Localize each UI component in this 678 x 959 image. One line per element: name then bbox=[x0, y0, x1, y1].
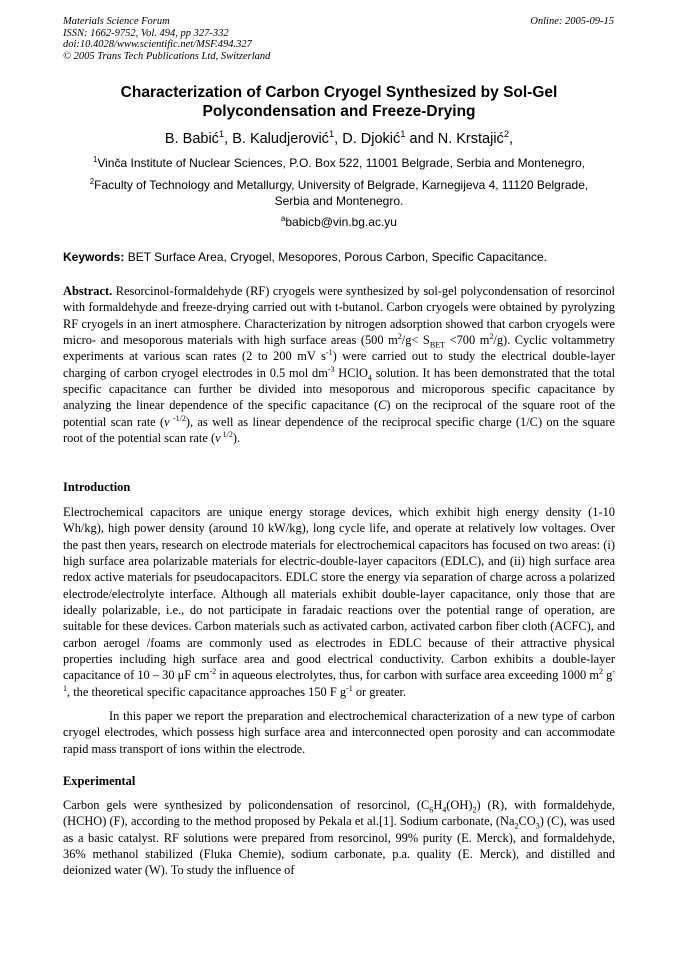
intro-text: Electrochemical capacitors are unique energy storage devices, which exhibit high energy density (1-10 Wh/kg), high power density (around 10 kW/kg), long cycle life, and operate at relatively low voltages. Over the past then years, research on electrode materials for electrochemical capacitors has focused on two areas: (i) high surface area polarizable materials for electric-double-layer capacitors (EDLC), and (ii) high surface area redox active materials for pseudocapacitors. EDLC store the energy via separation of charge across a polarized electrode/electrolyte interface. Although all materials exhibit double-layer capacitance, only those that are ideally polarizable, i.e., do not participate in faradaic reactions over the potential range of operation, are suitable for these devices. Carbon materials such as activated carbon, activated carbon fiber cloth (ACFC), and carbon aerogel /foams are commonly used as electrodes in EDLC because of their attractive physical properties including high surface area and good electrical conductivity. Carbon exhibits a double-layer capacitance of 10 – 30 μF cm bbox=[63, 505, 615, 683]
doi-line[interactable]: doi:10.4028/www.scientific.net/MSF.494.327 bbox=[63, 39, 252, 51]
exp-sub: 6 bbox=[429, 805, 434, 815]
title-line-2: Polycondensation and Freeze-Drying bbox=[202, 103, 476, 120]
affiliation-2 bbox=[63, 177, 615, 209]
abstract-text: ) were carried out to study the electrical double-layer charging of carbon cryogel electrodes in 0.5 mol dm bbox=[63, 349, 615, 380]
exp-sub: 3 bbox=[535, 821, 540, 831]
abstract-text: /g). Cyclic voltammetry experiments at various scan rates (2 to 200 mV s bbox=[63, 333, 615, 364]
affiliation-2-line-1: Faculty of Technology and Metallurgy, University of Belgrade, Karnegijeva 4, 11120 Belgrade, bbox=[94, 178, 589, 192]
keywords-label: Keywords: bbox=[63, 250, 125, 264]
author-babic: B. Babić bbox=[164, 131, 219, 147]
online-date: Online: 2005-09-15 bbox=[530, 16, 614, 27]
abstract-text: HClO bbox=[334, 365, 368, 380]
title-line-1: Characterization of Carbon Cryogel Synthesized by Sol-Gel bbox=[120, 84, 558, 101]
exp-text: ) (R), with formaldehyde, (HCHO) (F), according to the method proposed by Pekala et al.[1]. Sodium carbonate, (Na bbox=[63, 798, 615, 829]
email-address[interactable]: babicb@vin.bg.ac.yu bbox=[285, 215, 397, 229]
author-krstajic: and N. Krstajić bbox=[405, 131, 504, 147]
intro-text: or greater. bbox=[352, 684, 407, 699]
intro-sup: 2 bbox=[598, 667, 604, 677]
exp-text: Carbon gels were synthesized by policondensation of resorcinol, (C bbox=[63, 798, 430, 812]
email-marker: a bbox=[281, 214, 286, 223]
exp-text: (OH) bbox=[446, 798, 473, 812]
abstract-sup: -1 bbox=[325, 348, 333, 358]
abstract-sup: -1/2 bbox=[169, 413, 186, 423]
affiliation-2-line-2: Serbia and Montenegro. bbox=[274, 194, 404, 208]
intro-text: g bbox=[603, 668, 613, 683]
exp-text: CO bbox=[518, 814, 536, 829]
intro-sup: -1 bbox=[63, 667, 616, 693]
abstract-symbol-c: C bbox=[378, 398, 387, 413]
abstract-text: solution. It has been demonstrated that the total specific capacitance can further be divided into mesoporous and microporous specific capacitance by analyzing the linear dependence of the specific capacitance ( bbox=[63, 365, 616, 413]
affiliation-2-marker: 2 bbox=[89, 177, 95, 186]
corresponding-email bbox=[63, 214, 615, 230]
journal-name: Materials Science Forum bbox=[63, 16, 170, 27]
author-affil-ref: 1 bbox=[328, 128, 335, 140]
intro-sup: -2 bbox=[209, 667, 217, 677]
abstract-label: Abstract. bbox=[63, 284, 113, 298]
introduction-paragraph-2: In this paper we report the preparation and electrochemical characterization of a new type of carbon cryogel electrodes, which possess high surface area and interconnected open porosity and can accommodate rapid mass transport of ions within the electrode. bbox=[63, 709, 615, 756]
intro-text: , the theoretical specific capacitance approaches 150 F g bbox=[67, 684, 347, 699]
abstract-text: <700 m bbox=[445, 333, 490, 348]
introduction-paragraph-1 bbox=[63, 504, 615, 700]
abstract-sub: BET bbox=[429, 340, 446, 350]
exp-text: ) (C), was used as a basic catalyst. RF solutions were prepared from resorcinol, 99% purity (E. Merck), and formaldehyde, 36% methanol stabilized (Fluka Chemie), sodium carbonate, p.a. quality (E. Merck), and distilled and deionized water (W). To study the influence of bbox=[63, 814, 616, 878]
keywords-text: BET Surface Area, Cryogel, Mesopores, Porous Carbon, Specific Capacitance. bbox=[124, 250, 548, 264]
abstract-sup: -3 bbox=[327, 364, 335, 374]
journal-header bbox=[63, 16, 270, 62]
affiliation-1 bbox=[63, 155, 615, 171]
affiliation-1-text: Vinča Institute of Nuclear Sciences, P.O. Box 522, 11001 Belgrade, Serbia and Montenegro, bbox=[97, 156, 585, 170]
author-list-end: , bbox=[509, 131, 514, 147]
abstract-text: ). bbox=[232, 431, 241, 446]
exp-text: H bbox=[433, 798, 443, 812]
abstract-symbol-nu: ν bbox=[215, 431, 221, 446]
abstract-symbol-nu: ν bbox=[164, 414, 170, 429]
exp-sub: 4 bbox=[442, 805, 447, 815]
exp-sub: 2 bbox=[472, 805, 477, 815]
abstract bbox=[63, 283, 615, 446]
abstract-sub: 4 bbox=[367, 373, 372, 383]
keywords bbox=[63, 249, 615, 265]
experimental-heading: Experimental bbox=[63, 774, 136, 788]
intro-sup: -1 bbox=[346, 683, 353, 693]
exp-sub: 2 bbox=[514, 821, 519, 831]
abstract-sup: 2 bbox=[397, 331, 402, 341]
intro-text: in aqueous electrolytes, thus, for carbon with surface area exceeding 1000 m bbox=[216, 668, 599, 683]
abstract-sup: 1/2 bbox=[220, 429, 233, 439]
author-affil-ref: 1 bbox=[218, 128, 225, 140]
affiliation-1-marker: 1 bbox=[93, 155, 98, 164]
author-affil-ref: 2 bbox=[503, 128, 510, 140]
issn-line: ISSN: 1662-9752, Vol. 494, pp 327-332 bbox=[63, 27, 229, 39]
author-list bbox=[63, 130, 615, 148]
experimental-paragraph bbox=[63, 797, 615, 879]
abstract-text: ) on the reciprocal of the square root of the potential scan rate ( bbox=[63, 398, 616, 429]
introduction-heading: Introduction bbox=[63, 480, 131, 494]
abstract-text: ), as well as linear dependence of the reciprocal specific charge (1/C) on the square root of the potential scan rate ( bbox=[63, 414, 615, 446]
author-affil-ref: 1 bbox=[400, 128, 406, 140]
author-djokic: , D. Djokić bbox=[334, 131, 401, 147]
abstract-text: Resorcinol-formaldehyde (RF) cryogels were synthesized by sol-gel polycondensation of resorcinol with formaldehyde and freeze-drying carried out with t-butanol. Carbon cryogels were obtained by pyrolyzing RF cryogels in an inert atmosphere. Characterization by nitrogen adsorption showed that carbon cryogels were micro- and mesoporous materials with high surface areas (500 m bbox=[63, 284, 615, 348]
paper-title bbox=[63, 83, 615, 121]
author-kaludjerovic: , B. Kaludjerović bbox=[224, 131, 329, 147]
abstract-sup: 2 bbox=[489, 331, 494, 341]
copyright-line: © 2005 Trans Tech Publications Ltd, Switzerland bbox=[63, 50, 271, 62]
abstract-text: /g< S bbox=[401, 333, 430, 348]
